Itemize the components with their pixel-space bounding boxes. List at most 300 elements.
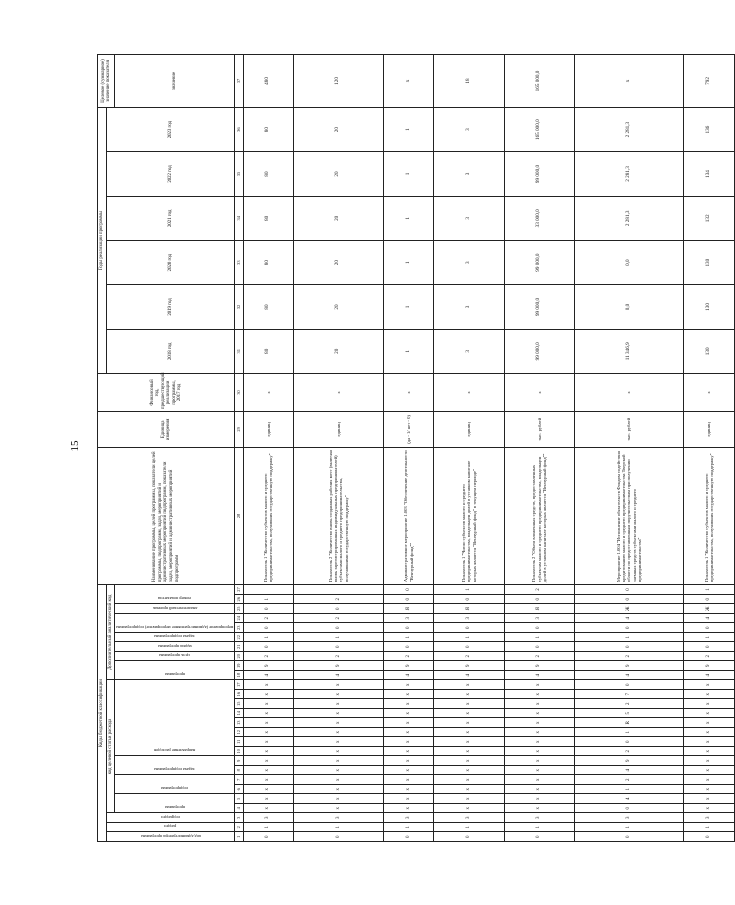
row-year-value: 0,0 [574,285,684,329]
row-year-value: 2 281,3 [574,152,684,196]
column-number: 18 [235,671,243,681]
base-year-header: Финансовый год, предшествующий реализации программы, 2017 год [98,373,235,411]
code-cell: 0 [434,623,504,633]
row-year-value: 20 [294,285,384,329]
code-cell: х [504,785,574,795]
code-cell: 0 [294,604,384,614]
code-cell: 1 [504,823,574,833]
code-cell: 4 [574,671,684,681]
column-number: 24 [235,614,243,624]
code-cell: 0 [684,623,735,633]
num-indicator-header: номер показателя [115,585,235,604]
code-cell: 0 [243,832,294,842]
row-year-value: 99 000,0 [504,329,574,373]
code-cell: х [434,680,504,690]
code-cell: х [434,775,504,785]
code-cell: х [294,747,384,757]
row-year-value: 20 [294,107,384,151]
code-cell: х [243,709,294,719]
code-cell: х [243,690,294,700]
prog-task-col-header: задача программы [115,642,235,652]
code-cell: 4 [434,671,504,681]
code-cell: х [243,756,294,766]
row-year-value: 2 281,3 [574,107,684,151]
column-number: 34 [235,196,243,240]
code-cell: 4 [574,766,684,776]
code-cell: х [243,699,294,709]
subsection-header: подраздел [106,813,235,823]
row-name: Административное мероприятие 1.003 "Обеспечение деятельности "Венчурный фонд"" [383,447,434,584]
table-row [434,55,504,842]
code-cell: 2 [294,595,384,605]
column-number: 9 [235,756,243,766]
code-cell: х [504,709,574,719]
column-number: 21 [235,642,243,652]
code-cell: х [434,718,504,728]
code-cell: 0 [243,623,294,633]
code-cell: х [504,718,574,728]
y2018-header: 2018 год [106,329,235,373]
column-number: 33 [235,240,243,284]
row-year-value: 20 [294,196,384,240]
code-cell: 3 [434,614,504,624]
code-cell: 1 [243,633,294,643]
row-year-value: 130 [684,240,735,284]
row-name: Показатель 2 "Количество вновь созданных рабочих мест (включая вновь зарегистрированных индивидуальных предпринимателей) субъектами малого и среднего предпринимательства, получившими государственную поддержку" [294,447,384,584]
code-cell: 3 [504,813,574,823]
code-cell: 2 [504,652,574,662]
column-number: 31 [235,329,243,373]
column-number: 5 [235,794,243,804]
code-cell: 0 [574,623,684,633]
code-cell: х [504,766,574,776]
code-cell: 0 [434,595,504,605]
code-cell: х [504,737,574,747]
code-cell: х [684,699,735,709]
row-year-value: 1 [383,107,434,151]
code-cell: 0 [504,595,574,605]
code-cell: 1 [574,633,684,643]
code-cell: 1 [383,633,434,643]
code-cell: х [294,785,384,795]
section-header: раздел [106,823,235,833]
row-year-value: 80 [243,107,294,151]
code-cell: х [294,709,384,719]
code-cell: 0 [243,642,294,652]
row-year-value: 1 [383,196,434,240]
code-cell: 0 [383,585,434,595]
row-year-value: 80 [243,152,294,196]
column-number: 30 [235,373,243,411]
code-cell: 0 [574,737,684,747]
program-header: программа [115,794,235,813]
code-cell: Я [434,604,504,614]
code-cell: 0 [684,642,735,652]
code-cell: 1 [243,595,294,605]
code-cell: 9 [684,661,735,671]
code-cell: х [434,690,504,700]
code-cell: 3 [434,813,504,823]
code-cell: х [294,737,384,747]
code-cell: 9 [504,661,574,671]
code-cell [243,585,294,595]
code-cell: 1 [574,785,684,795]
code-cell: х [684,785,735,795]
code-cell: 4 [294,671,384,681]
code-cell: х [434,785,504,795]
code-cell: 0 [574,642,684,652]
y2020-header: 2020 год [106,240,235,284]
code-cell: 0 [574,804,684,814]
code-cell: х [684,728,735,738]
table-row [684,55,735,842]
row-year-value: 80 [243,329,294,373]
code-cell: 0 [574,595,684,605]
code-cell: х [383,766,434,776]
code-cell: 5 [574,709,684,719]
table-row [383,55,434,842]
code-cell: х [504,690,574,700]
row-year-value: 99 000,0 [504,285,574,329]
code-cell: 0 [504,642,574,652]
code-cell: х [434,766,504,776]
column-number: 37 [235,55,243,108]
target-group-header: Целевое (суммарное) значение показателя [98,55,115,108]
code-cell: х [294,794,384,804]
code-cell: х [243,794,294,804]
row-base-year: х [383,373,434,411]
code-cell: х [434,794,504,804]
row-name: Показатель 1 "Количество субъектов малого и среднего предпринимательства, получивших государственную поддержку" [684,447,735,584]
code-cell: 0 [383,832,434,842]
code-cell: 7 [574,690,684,700]
column-number: 2 [235,823,243,833]
years-group-header: Годы реализации программы [98,107,107,373]
code-cell: 4 [684,671,735,681]
row-name: Показатель 1 "Количество субъектов малого и среднего предпринимательства, получивших государственную поддержку" [243,447,294,584]
code-cell: 0 [294,623,384,633]
column-number: 7 [235,775,243,785]
codes-group-header: Коды бюджетной классификации [98,585,107,842]
admin-code-header: код администратора программы [106,832,235,842]
code-cell: 0 [574,585,684,595]
code-cell: х [684,775,735,785]
column-number: 12 [235,728,243,738]
row-year-value: 165 000,0 [504,107,574,151]
code-cell: 0 [684,832,735,842]
code-cell: х [684,737,735,747]
code-cell: 1 [294,633,384,643]
row-target-value: 18 [434,55,504,108]
code-cell: х [383,718,434,728]
column-number: 35 [235,152,243,196]
unit-header: Единица измерения [98,411,235,447]
expense-direction-header: направление расходов [115,680,235,756]
row-year-value: 1 [383,285,434,329]
row-target-value: 480 [243,55,294,108]
row-year-value: 11 346,9 [574,329,684,373]
code-cell: х [684,747,735,757]
row-name: Показатель 1 "Число субъектов малого и среднего предпринимательства, владельцем долей в уставном капитале которых является "Венчурный фонд" в текущем периоде" [434,447,504,584]
code-cell: 9 [294,661,384,671]
code-cell: 3 [243,813,294,823]
code-cell: 1 [434,633,504,643]
code-cell: 4 [383,671,434,681]
code-cell: х [243,680,294,690]
code-cell: х [243,804,294,814]
row-target-value: х [383,55,434,108]
column-number: 22 [235,633,243,643]
row-unit: единиц [684,411,735,447]
code-cell: х [294,766,384,776]
code-cell: 0 [294,832,384,842]
code-cell: 1 [243,823,294,833]
column-number: 36 [235,107,243,151]
column-number: 29 [235,411,243,447]
code-cell: 1 [684,585,735,595]
code-cell: х [684,756,735,766]
row-year-value: 3 [434,107,504,151]
code-cell: х [434,709,504,719]
row-year-value: 3 [434,196,504,240]
column-number: 23 [235,623,243,633]
code-cell: 9 [574,661,684,671]
column-number: 8 [235,766,243,776]
code-cell: х [434,737,504,747]
column-number: 15 [235,699,243,709]
names-header: Наименование программы, целей программы, показатели целей программы, подпрограмм, задач, мероприятий и административных мероприятий подпрограмм, показатели задач, мероприятий и административных мероприятий подпрограмм [98,447,235,584]
code-cell: х [684,680,735,690]
y2019-header: 2019 год [106,285,235,329]
code-cell: 2 [574,775,684,785]
row-year-value: 80 [243,285,294,329]
column-number: 11 [235,737,243,747]
code-cell: 3 [294,813,384,823]
code-cell: х [504,747,574,757]
row-year-value: 134 [684,152,735,196]
code-cell: 9 [243,661,294,671]
code-cell: Ж [574,604,684,614]
row-year-value: 1 [383,240,434,284]
code-cell: 0 [504,832,574,842]
code-cell: 3 [383,614,434,624]
row-year-value: 3 [434,240,504,284]
code-cell: 0 [243,604,294,614]
code-cell: х [684,794,735,804]
row-name: Мероприятие 1.004 "Исполнение обязательств Фондом содействия кредитованию малого и среднего предпринимательства Тверской области по предоставленным поручительствам при получении заемных средств субъектами малого и среднего предпринимательства" [574,447,684,584]
column-number: 25 [235,604,243,614]
subprogram-header: подпрограмма [115,775,235,794]
row-year-value: 136 [684,107,735,151]
row-base-year: х [684,373,735,411]
code-cell: х [383,728,434,738]
row-unit: единиц [294,411,384,447]
row-target-value: 120 [294,55,384,108]
code-cell: х [243,718,294,728]
row-year-value: 80 [243,196,294,240]
row-year-value: 33 000,0 [504,196,574,240]
code-cell: х [243,775,294,785]
code-cell: 3 [504,614,574,624]
code-cell: х [383,737,434,747]
column-number: 6 [235,785,243,795]
row-year-value: 99 000,0 [504,240,574,284]
code-cell: 0 [504,623,574,633]
table-row [243,55,294,842]
code-cell: 2 [574,652,684,662]
row-target-value: 165 000,0 [504,55,574,108]
row-year-value: 20 [294,152,384,196]
column-number: 19 [235,661,243,671]
code-cell: х [243,747,294,757]
code-cell: х [383,690,434,700]
code-cell: 2 [243,652,294,662]
code-cell: 9 [434,661,504,671]
code-cell: х [504,804,574,814]
code-cell: х [684,718,735,728]
code-cell: х [294,690,384,700]
column-number: 16 [235,690,243,700]
code-cell: х [243,766,294,776]
subprogram-col-header: задача подпрограммы [115,633,235,643]
additional-code-header: Дополнительный аналитический код [106,585,115,680]
task-header: задача подпрограммы [115,756,235,775]
code-cell: х [684,766,735,776]
code-cell: 4 [684,614,735,624]
code-cell: х [383,756,434,766]
code-cell: 1 [434,585,504,595]
code-cell: х [504,775,574,785]
code-cell: 1 [574,823,684,833]
code-cell: х [383,785,434,795]
code-cell: 4 [504,671,574,681]
code-cell: 0 [684,595,735,605]
code-cell: х [294,756,384,766]
code-cell: х [294,699,384,709]
code-cell: 2 [294,614,384,624]
column-number: 17 [235,680,243,690]
code-cell: 9 [383,661,434,671]
y2022-header: 2022 год [106,152,235,196]
event-code-header: мероприятие (административное мероприятие) подпрограммы [115,614,235,633]
indicator-attr-header: аналитический признак [115,604,235,614]
target-article-header: код целевой статьи расхода [106,680,115,813]
code-cell: 2 [294,652,384,662]
row-unit: тыс. рублей [504,411,574,447]
row-year-value: 1 [383,152,434,196]
code-cell: 2 [684,652,735,662]
column-number: 10 [235,747,243,757]
column-number: 4 [235,804,243,814]
code-cell: 3 [574,813,684,823]
row-base-year: х [434,373,504,411]
code-cell: х [383,775,434,785]
code-cell: 0 [574,832,684,842]
code-cell: 2 [574,747,684,757]
code-cell: 1 [684,823,735,833]
code-cell: х [504,680,574,690]
code-cell: х [383,804,434,814]
row-unit: (да - 1/ нет - 0) [383,411,434,447]
row-year-value: 20 [294,329,384,373]
code-cell: х [243,785,294,795]
code-cell: 1 [684,633,735,643]
code-cell: х [383,680,434,690]
code-cell: 4 [243,671,294,681]
column-number: 28 [235,447,243,584]
program-indicators-table [97,54,735,842]
code-cell: 2 [243,614,294,624]
row-unit: единиц [434,411,504,447]
code-cell: Ж [684,604,735,614]
row-year-value: 132 [684,196,735,240]
code-cell: х [434,747,504,757]
code-cell: х [434,728,504,738]
row-year-value: 130 [684,285,735,329]
row-year-value: 99 000,0 [504,152,574,196]
code-cell: 1 [383,823,434,833]
code-cell: R [574,718,684,728]
code-cell: х [504,756,574,766]
row-year-value: 0,0 [574,240,684,284]
code-cell: 2 [383,652,434,662]
code-cell: х [434,804,504,814]
code-cell: х [294,804,384,814]
code-cell: 3 [383,813,434,823]
column-number: 1 [235,832,243,842]
code-cell: 0 [434,832,504,842]
y2023-header: 2023 год [106,107,235,151]
code-cell: х [243,728,294,738]
code-cell: 2 [434,652,504,662]
code-cell: Я [504,604,574,614]
code-cell: 0 [383,595,434,605]
row-target-value: 792 [684,55,735,108]
code-cell: х [684,690,735,700]
prog-goal-col-header: цель программы [115,652,235,662]
y2021-header: 2021 год [106,196,235,240]
column-number: 26 [235,595,243,605]
code-cell: х [294,680,384,690]
row-year-value: 3 [434,329,504,373]
column-number: 14 [235,709,243,719]
row-base-year: х [504,373,574,411]
code-cell: 3 [684,813,735,823]
code-cell: х [434,756,504,766]
code-cell: 4 [574,614,684,624]
column-number: 20 [235,652,243,662]
code-cell: 0 [434,642,504,652]
prog-goal-header: программа [115,661,235,680]
row-target-value: х [574,55,684,108]
code-cell: 9 [574,756,684,766]
code-cell: х [684,804,735,814]
row-unit: единиц [243,411,294,447]
row-year-value: 80 [243,240,294,284]
row-year-value: 20 [294,240,384,284]
rotated-table-sheet [97,54,715,842]
code-cell: 1 [434,823,504,833]
code-cell: 1 [294,823,384,833]
table-row [574,55,684,842]
row-name: Показатель 2 "Объем вложенных средств, предоставленных субъектам малого и среднего предпринимательства, владельцем долей в уставном капитале которых является "Венчурный фонд"" [504,447,574,584]
code-cell: х [383,747,434,757]
row-base-year: х [243,373,294,411]
column-numbering-row [235,55,243,842]
code-cell: 0 [294,642,384,652]
code-cell: х [504,699,574,709]
row-year-value: 1 [383,329,434,373]
